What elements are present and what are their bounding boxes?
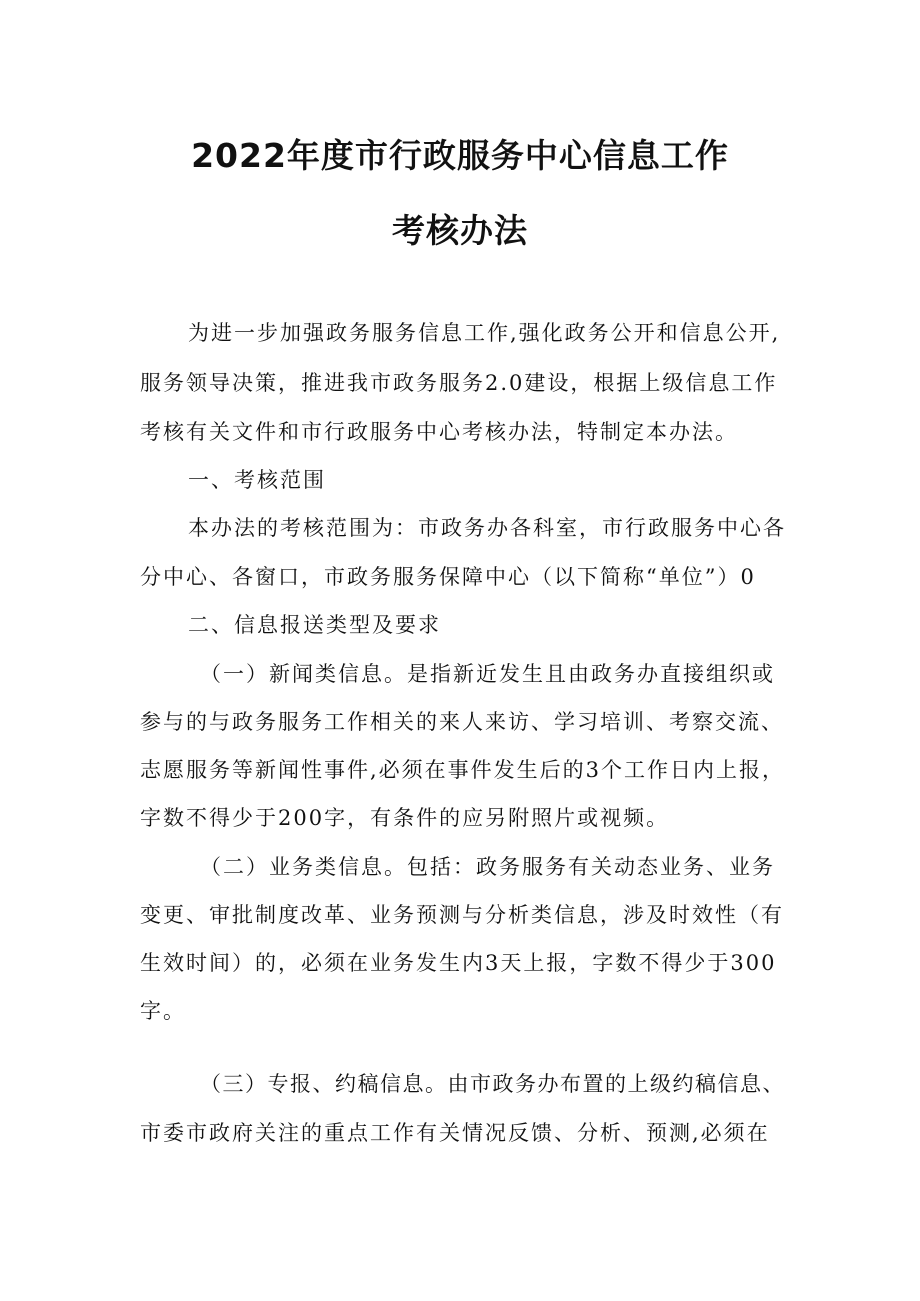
paragraph-intro-line-2: 服务领导决策，推进我市政务服务2.0建设，根据上级信息工作 <box>140 371 778 395</box>
paragraph-business-line-3: 生效时间）的，必须在业务发生内3天上报，字数不得少于300 <box>140 951 777 975</box>
section-heading-types: 二、信息报送类型及要求 <box>188 613 441 637</box>
paragraph-news-line-1: （一）新闻类信息。是指新近发生且由政务办直接组织或 <box>200 662 775 686</box>
paragraph-business-line-2: 变更、审批制度改革、业务预测与分析类信息，涉及时效性（有 <box>140 903 784 927</box>
paragraph-business-line-4: 字。 <box>140 999 186 1023</box>
paragraph-intro-line-3: 考核有关文件和市行政服务中心考核办法，特制定本办法。 <box>140 420 738 444</box>
document-title-line-2: 考核办法 <box>392 211 528 250</box>
paragraph-special-line-1: （三）专报、约稿信息。由市政务办布置的上级约稿信息、 <box>200 1072 785 1096</box>
paragraph-news-line-2: 参与的与政务服务工作相关的来人来访、学习培训、考察交流、 <box>140 710 784 734</box>
paragraph-scope-line-1: 本办法的考核范围为：市政务办各科室，市行政服务中心各 <box>188 516 786 540</box>
paragraph-intro-line-1: 为进一步加强政务服务信息工作,强化政务公开和信息公开, <box>188 321 781 345</box>
paragraph-business-line-1: （二）业务类信息。包括：政务服务有关动态业务、业务 <box>200 855 775 879</box>
paragraph-news-line-4: 字数不得少于200字，有条件的应另附照片或视频。 <box>140 806 670 830</box>
paragraph-special-line-2: 市委市政府关注的重点工作有关情况反馈、分析、预测,必须在 <box>140 1121 770 1145</box>
paragraph-news-line-3: 志愿服务等新闻性事件,必须在事件发生后的3个工作日内上报， <box>140 758 786 782</box>
document-title-line-1: 2022年度市行政服务中心信息工作 <box>191 136 729 175</box>
paragraph-scope-line-2: 分中心、各窗口，市政务服务保障中心（以下简称“单位”）0 <box>140 565 756 589</box>
section-heading-scope: 一、考核范围 <box>188 468 326 492</box>
